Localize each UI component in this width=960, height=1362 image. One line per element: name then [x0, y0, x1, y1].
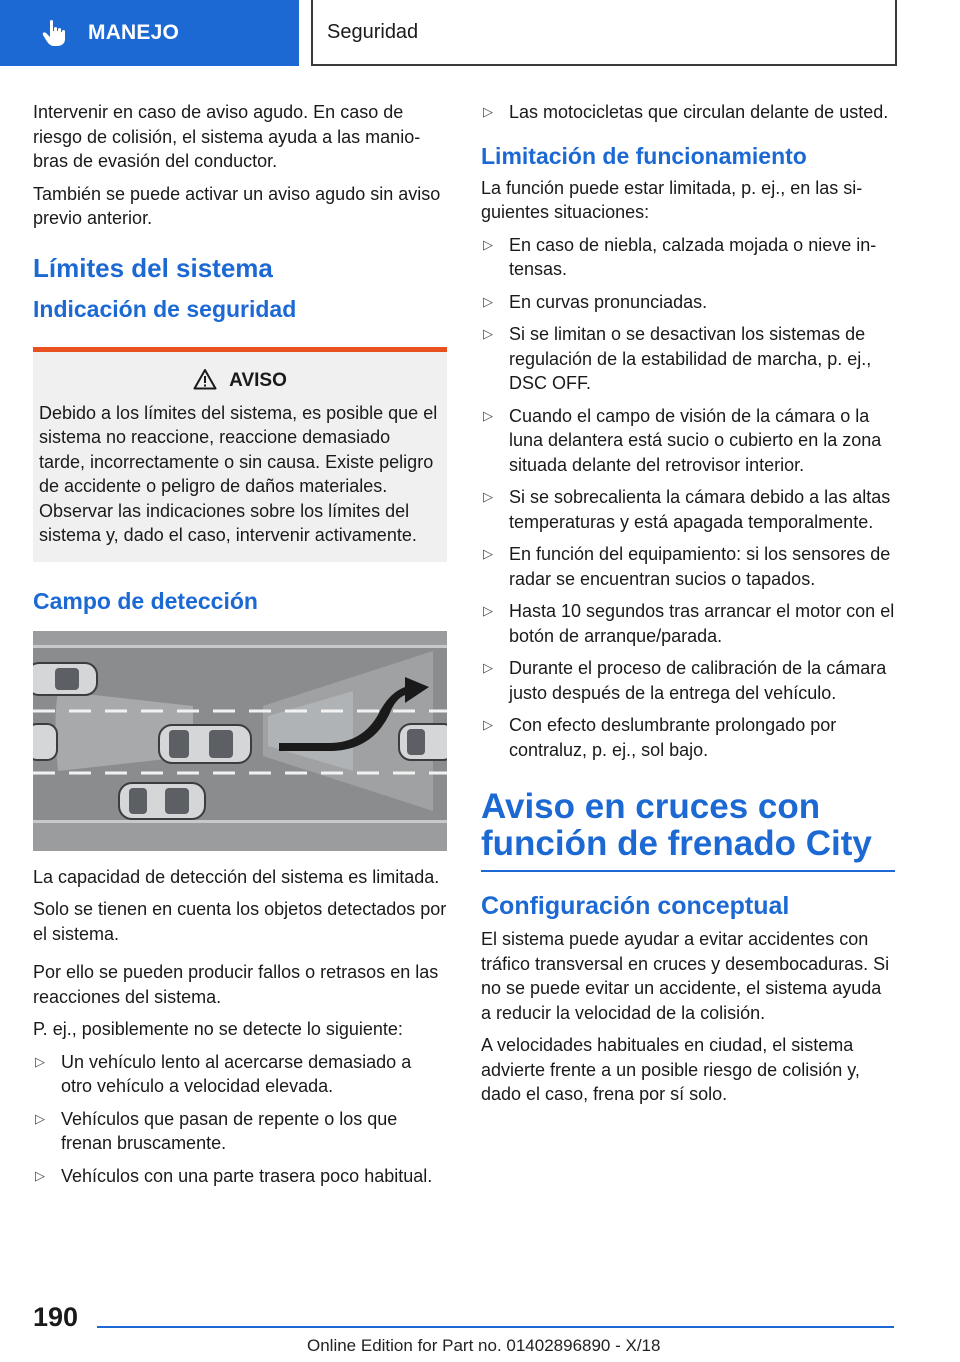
paragraph: La función puede estar limitada, p. ej., en las siguientes situaciones: — [481, 177, 863, 222]
triangle-bullet-icon: ▷ — [35, 1053, 45, 1069]
paragraph: A velocidades habituales en ciudad, el sistema advierte frente a un posible riesgo de colisión y, dado el caso, frena por sí solo. — [481, 1035, 860, 1104]
heading-function-limit: Limitación de funcionamiento — [481, 142, 807, 169]
list-item: ▷ Vehículos que pasan de repente o los que frenan bruscamente. — [35, 1108, 398, 1153]
list-item: ▷ En curvas pronunciadas. — [481, 290, 895, 315]
list-item: ▷ Un vehículo lento al acercarse demasiado a otro vehículo a velocidad elevada. — [35, 1051, 412, 1096]
heading-safety: Indicación de seguridad — [33, 295, 297, 322]
chapter-label: Seguridad — [327, 20, 419, 43]
list-item: ▷ Las motocicletas que circulan delante de usted. — [481, 100, 895, 125]
paragraph: Solo se tienen en cuenta los objetos detectados por el sistema. — [33, 899, 447, 944]
triangle-bullet-icon: ▷ — [483, 407, 493, 423]
heading-limits: Límites del sistema — [33, 252, 273, 283]
triangle-bullet-icon: ▷ — [35, 1167, 45, 1183]
edition-note: Online Edition for Part no. 01402896890 - X/18 — [307, 1336, 661, 1355]
section-label: MANEJO — [88, 21, 180, 44]
warning-text: Debido a los límites del sistema, es posible que el sistema no reaccione, reaccione demasiado tarde, incorrectamente o sin causa. Existe peligro de accidente o peligro de daños materiales. Observar las indicaciones sobre los límites del sistema y, dado el caso, intervenir activamente. — [39, 402, 438, 545]
car-icon — [159, 725, 251, 763]
paragraph: La capacidad de detección del sistema es limitada. — [33, 866, 440, 887]
section-tab[interactable] — [0, 0, 299, 66]
list-item: ▷ Vehículos con una parte trasera poco habitual. — [33, 1164, 447, 1189]
left-bullet-list — [33, 1050, 447, 1189]
car-icon — [33, 724, 57, 760]
warning-box — [33, 347, 447, 562]
triangle-bullet-icon: ▷ — [483, 717, 493, 732]
list-item: ▷ Hasta 10 segundos tras arrancar el motor con el botón de arranque/parada. — [483, 601, 895, 646]
left-column — [33, 100, 447, 1196]
list-item: ▷ Con efecto deslumbrante prolongado por contraluz, p. ej., sol bajo. — [483, 715, 837, 760]
heading-detection-field: Campo de detección — [33, 587, 258, 614]
car-icon — [33, 663, 97, 695]
list-item: ▷ Cuando el campo de visión de la cámara o la luna delantera está sucio o cubierto en la zona situada delante del retrovisor interior. — [483, 405, 882, 475]
list-item: ▷ Si se sobrecalienta la cámara debido a las altas temperaturas y está apagada temporalmente. — [483, 487, 891, 532]
paragraph: El sistema puede ayudar a evitar accidentes con tráfico transversal en cruces y desembocaduras. Si no se puede evitar un accidente, el sistema ayuda a reducir la velocidad de la colisión. — [481, 929, 890, 1023]
list-item: ▷ En función del equipamiento: si los sensores de radar se encuentran sucios o tapados. — [483, 544, 891, 589]
warning-triangle-icon — [193, 368, 217, 395]
triangle-bullet-icon: ▷ — [483, 326, 493, 341]
paragraph: También se puede activar un aviso agudo sin aviso previo anterior. — [33, 183, 441, 228]
heading-rule — [481, 870, 895, 872]
page-number: 190 — [33, 1302, 79, 1332]
list-item: ▷ Si se limitan o se desactivan los sistemas de regulación de la estabilidad de marcha, p. ej., DSC OFF. — [483, 324, 872, 393]
triangle-bullet-icon: ▷ — [483, 660, 493, 675]
detection-field-illustration — [33, 631, 447, 851]
car-icon — [119, 783, 205, 819]
heading-concept: Configuración conceptual — [481, 892, 790, 920]
triangle-bullet-icon: ▷ — [483, 104, 493, 119]
triangle-bullet-icon: ▷ — [483, 236, 493, 252]
paragraph: Intervenir en caso de aviso agudo. En caso de riesgo de colisión, el sistema ayuda a las maniobras de evasión del conductor. — [33, 102, 421, 171]
car-icon — [399, 724, 447, 760]
right-top-list — [481, 100, 895, 125]
paragraph: Por ello se pueden producir fallos o retrasos en las reacciones del sistema. — [33, 962, 439, 1007]
paragraph: P. ej., posiblemente no se detecte lo siguiente: — [33, 1019, 403, 1039]
right-bullet-list — [481, 233, 895, 763]
triangle-bullet-icon: ▷ — [483, 489, 493, 504]
heading-city-brake: Aviso en cruces con función de frenado City — [481, 787, 872, 863]
triangle-bullet-icon: ▷ — [35, 1110, 45, 1126]
triangle-bullet-icon: ▷ — [483, 293, 493, 309]
chapter-tab[interactable] — [311, 0, 897, 66]
triangle-bullet-icon: ▷ — [483, 546, 493, 561]
triangle-bullet-icon: ▷ — [483, 603, 493, 618]
list-item: ▷ En caso de niebla, calzada mojada o nieve intensas. — [483, 234, 877, 279]
hand-icon — [40, 18, 70, 48]
list-item: ▷ Durante el proceso de calibración de la cámara justo después de la entrega del vehículo. — [483, 658, 887, 703]
right-column — [481, 100, 895, 1115]
warning-title: AVISO — [229, 370, 287, 391]
footer-rule — [97, 1326, 894, 1328]
